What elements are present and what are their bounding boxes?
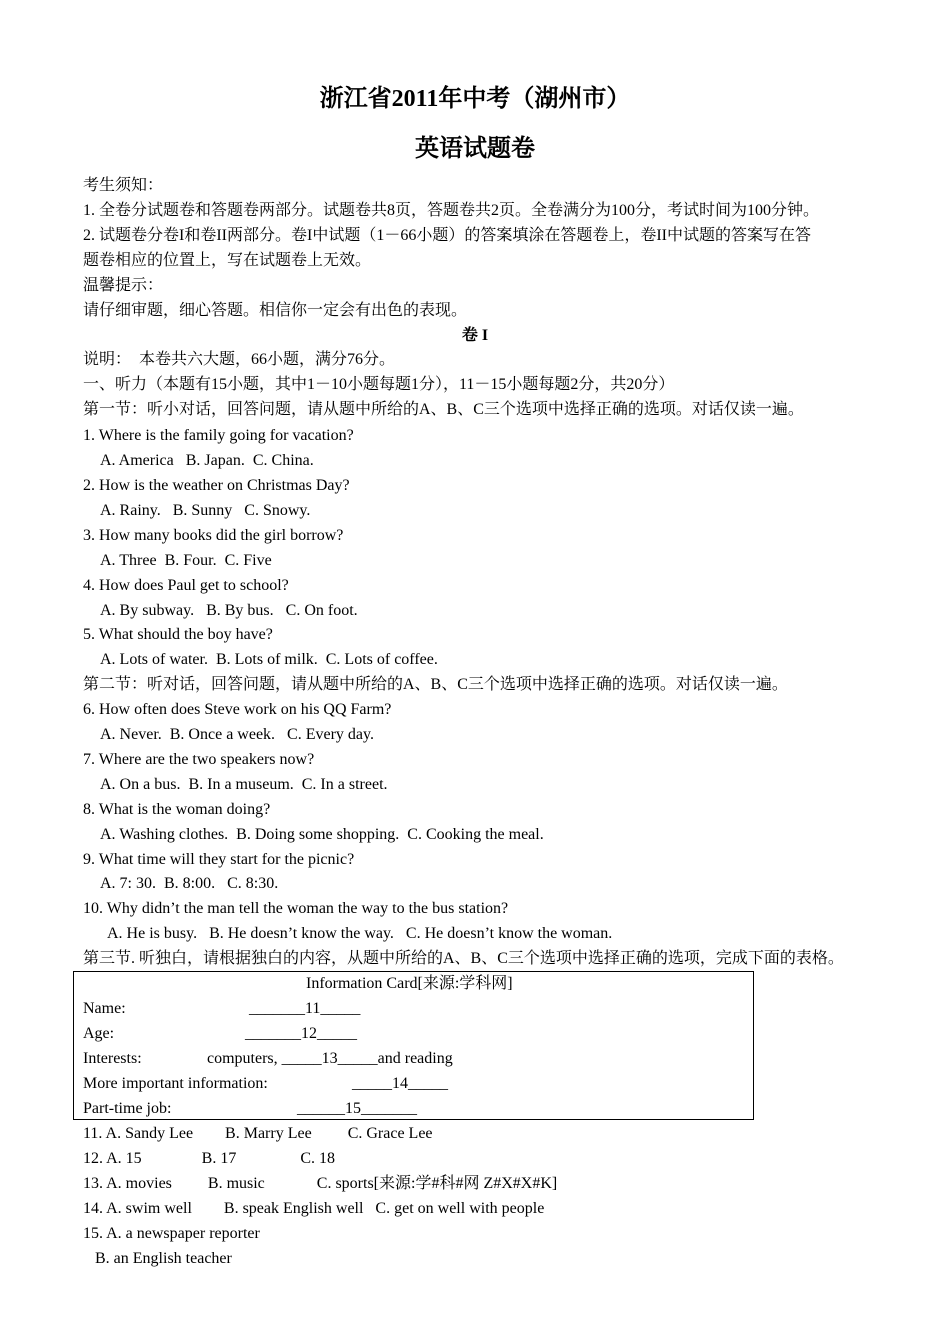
question-options: A. On a bus. B. In a museum. C. In a street. xyxy=(100,776,388,793)
volume-desc: 说明： 本卷共六大题，66小题，满分76分。 xyxy=(83,351,396,368)
question: 9. What time will they start for the picnic? xyxy=(83,851,355,868)
notice-item-2-cont: 题卷相应的位置上，写在试题卷上无效。 xyxy=(83,252,372,269)
card-important-blank: _____14_____ xyxy=(352,1075,448,1092)
question: 3. How many books did the girl borrow? xyxy=(83,527,344,544)
card-interests-value: computers, _____13_____and reading xyxy=(207,1050,453,1067)
question-options: A. By subway. B. By bus. C. On foot. xyxy=(100,602,358,619)
question: 1. Where is the family going for vacation? xyxy=(83,427,354,444)
answer-options: 14. A. swim well B. speak English well C. get on well with people xyxy=(83,1200,545,1217)
tip-heading: 温馨提示： xyxy=(83,277,164,294)
card-job-label: Part-time job: xyxy=(83,1100,172,1117)
question-options: A. Washing clothes. B. Doing some shopping. C. Cooking the meal. xyxy=(100,826,544,843)
section-3-heading: 第三节. 听独白，请根据独白的内容，从题中所给的A、B、C三个选项中选择正确的选项，完成下面的表格。 xyxy=(83,950,844,967)
page-subtitle: 英语试题卷 xyxy=(415,136,535,162)
part-heading: 一、听力（本题有15小题，其中1－10小题每题1分），11－15小题每题2分，共20分） xyxy=(83,376,675,393)
question: 10. Why didn’t the man tell the woman the way to the bus station? xyxy=(83,900,509,917)
question-options: A. Three B. Four. C. Five xyxy=(100,552,272,569)
card-age-label: Age: xyxy=(83,1025,115,1042)
question: 4. How does Paul get to school? xyxy=(83,577,289,594)
answer-options: 15. A. a newspaper reporter xyxy=(83,1225,260,1242)
volume-label: 卷 I xyxy=(461,327,489,344)
question: 7. Where are the two speakers now? xyxy=(83,751,315,768)
question-options: A. Never. B. Once a week. C. Every day. xyxy=(100,726,374,743)
notice-item-1: 1. 全卷分试题卷和答题卷两部分。试题卷共8页，答题卷共2页。全卷满分为100分，考试时间为100分钟。 xyxy=(83,202,820,219)
card-name-label: Name: xyxy=(83,1000,126,1017)
information-card xyxy=(73,971,754,1120)
question-options: A. He is busy. B. He doesn’t know the way. C. He doesn’t know the woman. xyxy=(107,925,613,942)
question-options: A. 7: 30. B. 8:00. C. 8:30. xyxy=(100,875,279,892)
card-interests-label: Interests: xyxy=(83,1050,142,1067)
question: 8. What is the woman doing? xyxy=(83,801,271,818)
notice-item-2: 2. 试题卷分卷I和卷II两部分。卷I中试题（1－66小题）的答案填涂在答题卷上，卷II中试题的答案写在答 xyxy=(83,227,811,244)
question: 5. What should the boy have? xyxy=(83,626,273,643)
notice-heading: 考生须知： xyxy=(83,177,164,194)
card-title: Information Card[来源:学科网] xyxy=(306,975,513,992)
card-name-blank: _______11_____ xyxy=(249,1000,361,1017)
question: 6. How often does Steve work on his QQ Farm? xyxy=(83,701,392,718)
card-job-blank: ______15_______ xyxy=(297,1100,417,1117)
card-important-label: More important information: xyxy=(83,1075,268,1092)
tip-text: 请仔细审题，细心答题。相信你一定会有出色的表现。 xyxy=(83,302,468,319)
question-options: A. Lots of water. B. Lots of milk. C. Lots of coffee. xyxy=(100,651,438,668)
question: 2. How is the weather on Christmas Day? xyxy=(83,477,350,494)
answer-options: 13. A. movies B. music C. sports[来源:学#科#网 Z#X#X#K] xyxy=(83,1175,558,1192)
answer-options: 12. A. 15 B. 17 C. 18 xyxy=(83,1150,336,1167)
card-age-blank: _______12_____ xyxy=(245,1025,357,1042)
answer-options: 11. A. Sandy Lee B. Marry Lee C. Grace Lee xyxy=(83,1125,433,1142)
section-1-heading: 第一节：听小对话，回答问题，请从题中所给的A、B、C三个选项中选择正确的选项。对话仅读一遍。 xyxy=(83,401,804,418)
answer-options: B. an English teacher xyxy=(95,1250,232,1267)
question-options: A. America B. Japan. C. China. xyxy=(100,452,314,469)
question-options: A. Rainy. B. Sunny C. Snowy. xyxy=(100,502,311,519)
section-2-heading: 第二节：听对话，回答问题，请从题中所给的A、B、C三个选项中选择正确的选项。对话仅读一遍。 xyxy=(83,676,788,693)
page-title: 浙江省2011年中考（湖州市） xyxy=(319,86,631,112)
